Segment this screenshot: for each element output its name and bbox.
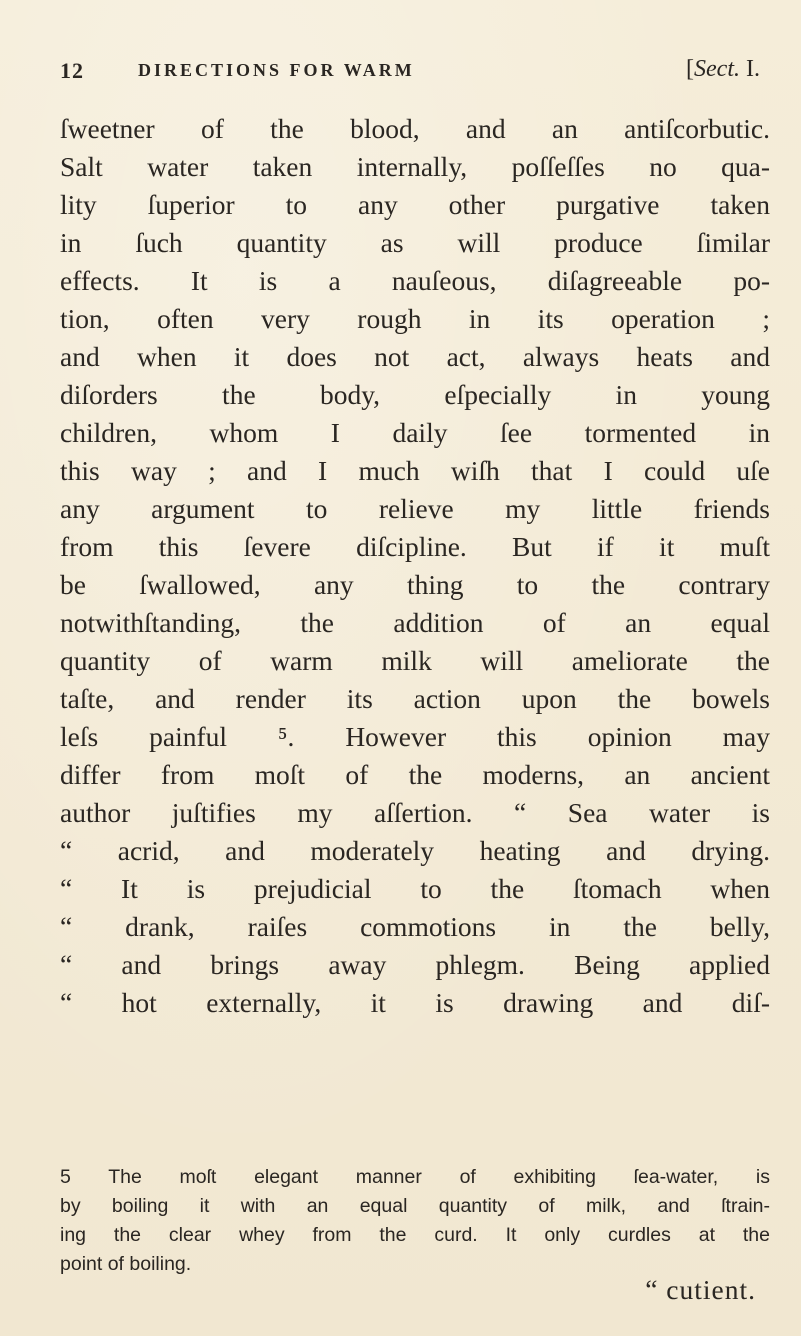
body-line: and when it does not act, always heats and: [60, 341, 770, 372]
page-header: [60, 58, 760, 92]
page-number: 12: [60, 58, 84, 83]
body-line: any argument to relieve my little friends: [60, 493, 770, 524]
body-line: children, whom I daily ſee tormented in: [60, 417, 770, 448]
body-line: notwithſtanding, the addition of an equal: [60, 607, 770, 638]
body-line: lity ſuperior to any other purgative taken: [60, 189, 770, 220]
section-number: I.: [740, 56, 760, 82]
footnote-line: by boiling it with an equal quantity of milk, and ſtrain-: [60, 1195, 770, 1217]
body-line: tion, often very rough in its operation ;: [60, 303, 770, 334]
body-line: leſs painful ⁵. However this opinion may: [60, 721, 770, 752]
body-line: “ It is prejudicial to the ſtomach when: [60, 873, 770, 904]
body-line: “ and brings away phlegm. Being applied: [60, 949, 770, 980]
footnote-line: 5 The moſt elegant manner of exhibiting ſea-water, is: [60, 1166, 770, 1188]
body-line: diſorders the body, eſpecially in young: [60, 379, 770, 410]
body-line: this way ; and I much wiſh that I could uſe: [60, 455, 770, 486]
section-abbrev: Sect.: [694, 56, 740, 82]
body-line: quantity of warm milk will ameliorate the: [60, 645, 770, 676]
catchword: “ cutient.: [645, 1274, 756, 1305]
footnote-line: ing the clear whey from the curd. It only curdles at the: [60, 1224, 770, 1246]
body-line: be ſwallowed, any thing to the contrary: [60, 569, 770, 600]
body-line: from this ſevere diſcipline. But if it muſt: [60, 531, 770, 562]
body-line: effects. It is a nauſeous, diſagreeable po-: [60, 265, 770, 296]
body-line: differ from moſt of the moderns, an ancient: [60, 759, 770, 790]
body-line: “ acrid, and moderately heating and drying.: [60, 835, 770, 866]
body-line: ſweetner of the blood, and an antiſcorbutic.: [60, 113, 770, 144]
body-line: Salt water taken internally, poſſeſſes no qua-: [60, 151, 770, 182]
body-line: author juſtifies my aſſertion. “ Sea water is: [60, 797, 770, 828]
section-bracket: [: [686, 56, 695, 82]
section-label: [686, 56, 760, 83]
body-line: taſte, and render its action upon the bowels: [60, 683, 770, 714]
body-line: in ſuch quantity as will produce ſimilar: [60, 227, 770, 258]
body-line: “ hot externally, it is drawing and diſ-: [60, 987, 770, 1018]
body-text: [60, 110, 770, 1022]
running-head: DIRECTIONS FOR WARM: [138, 60, 415, 80]
footnote: [60, 1163, 770, 1279]
body-line: “ drank, raiſes commotions in the belly,: [60, 911, 770, 942]
footnote-line: point of boiling.: [60, 1253, 192, 1275]
